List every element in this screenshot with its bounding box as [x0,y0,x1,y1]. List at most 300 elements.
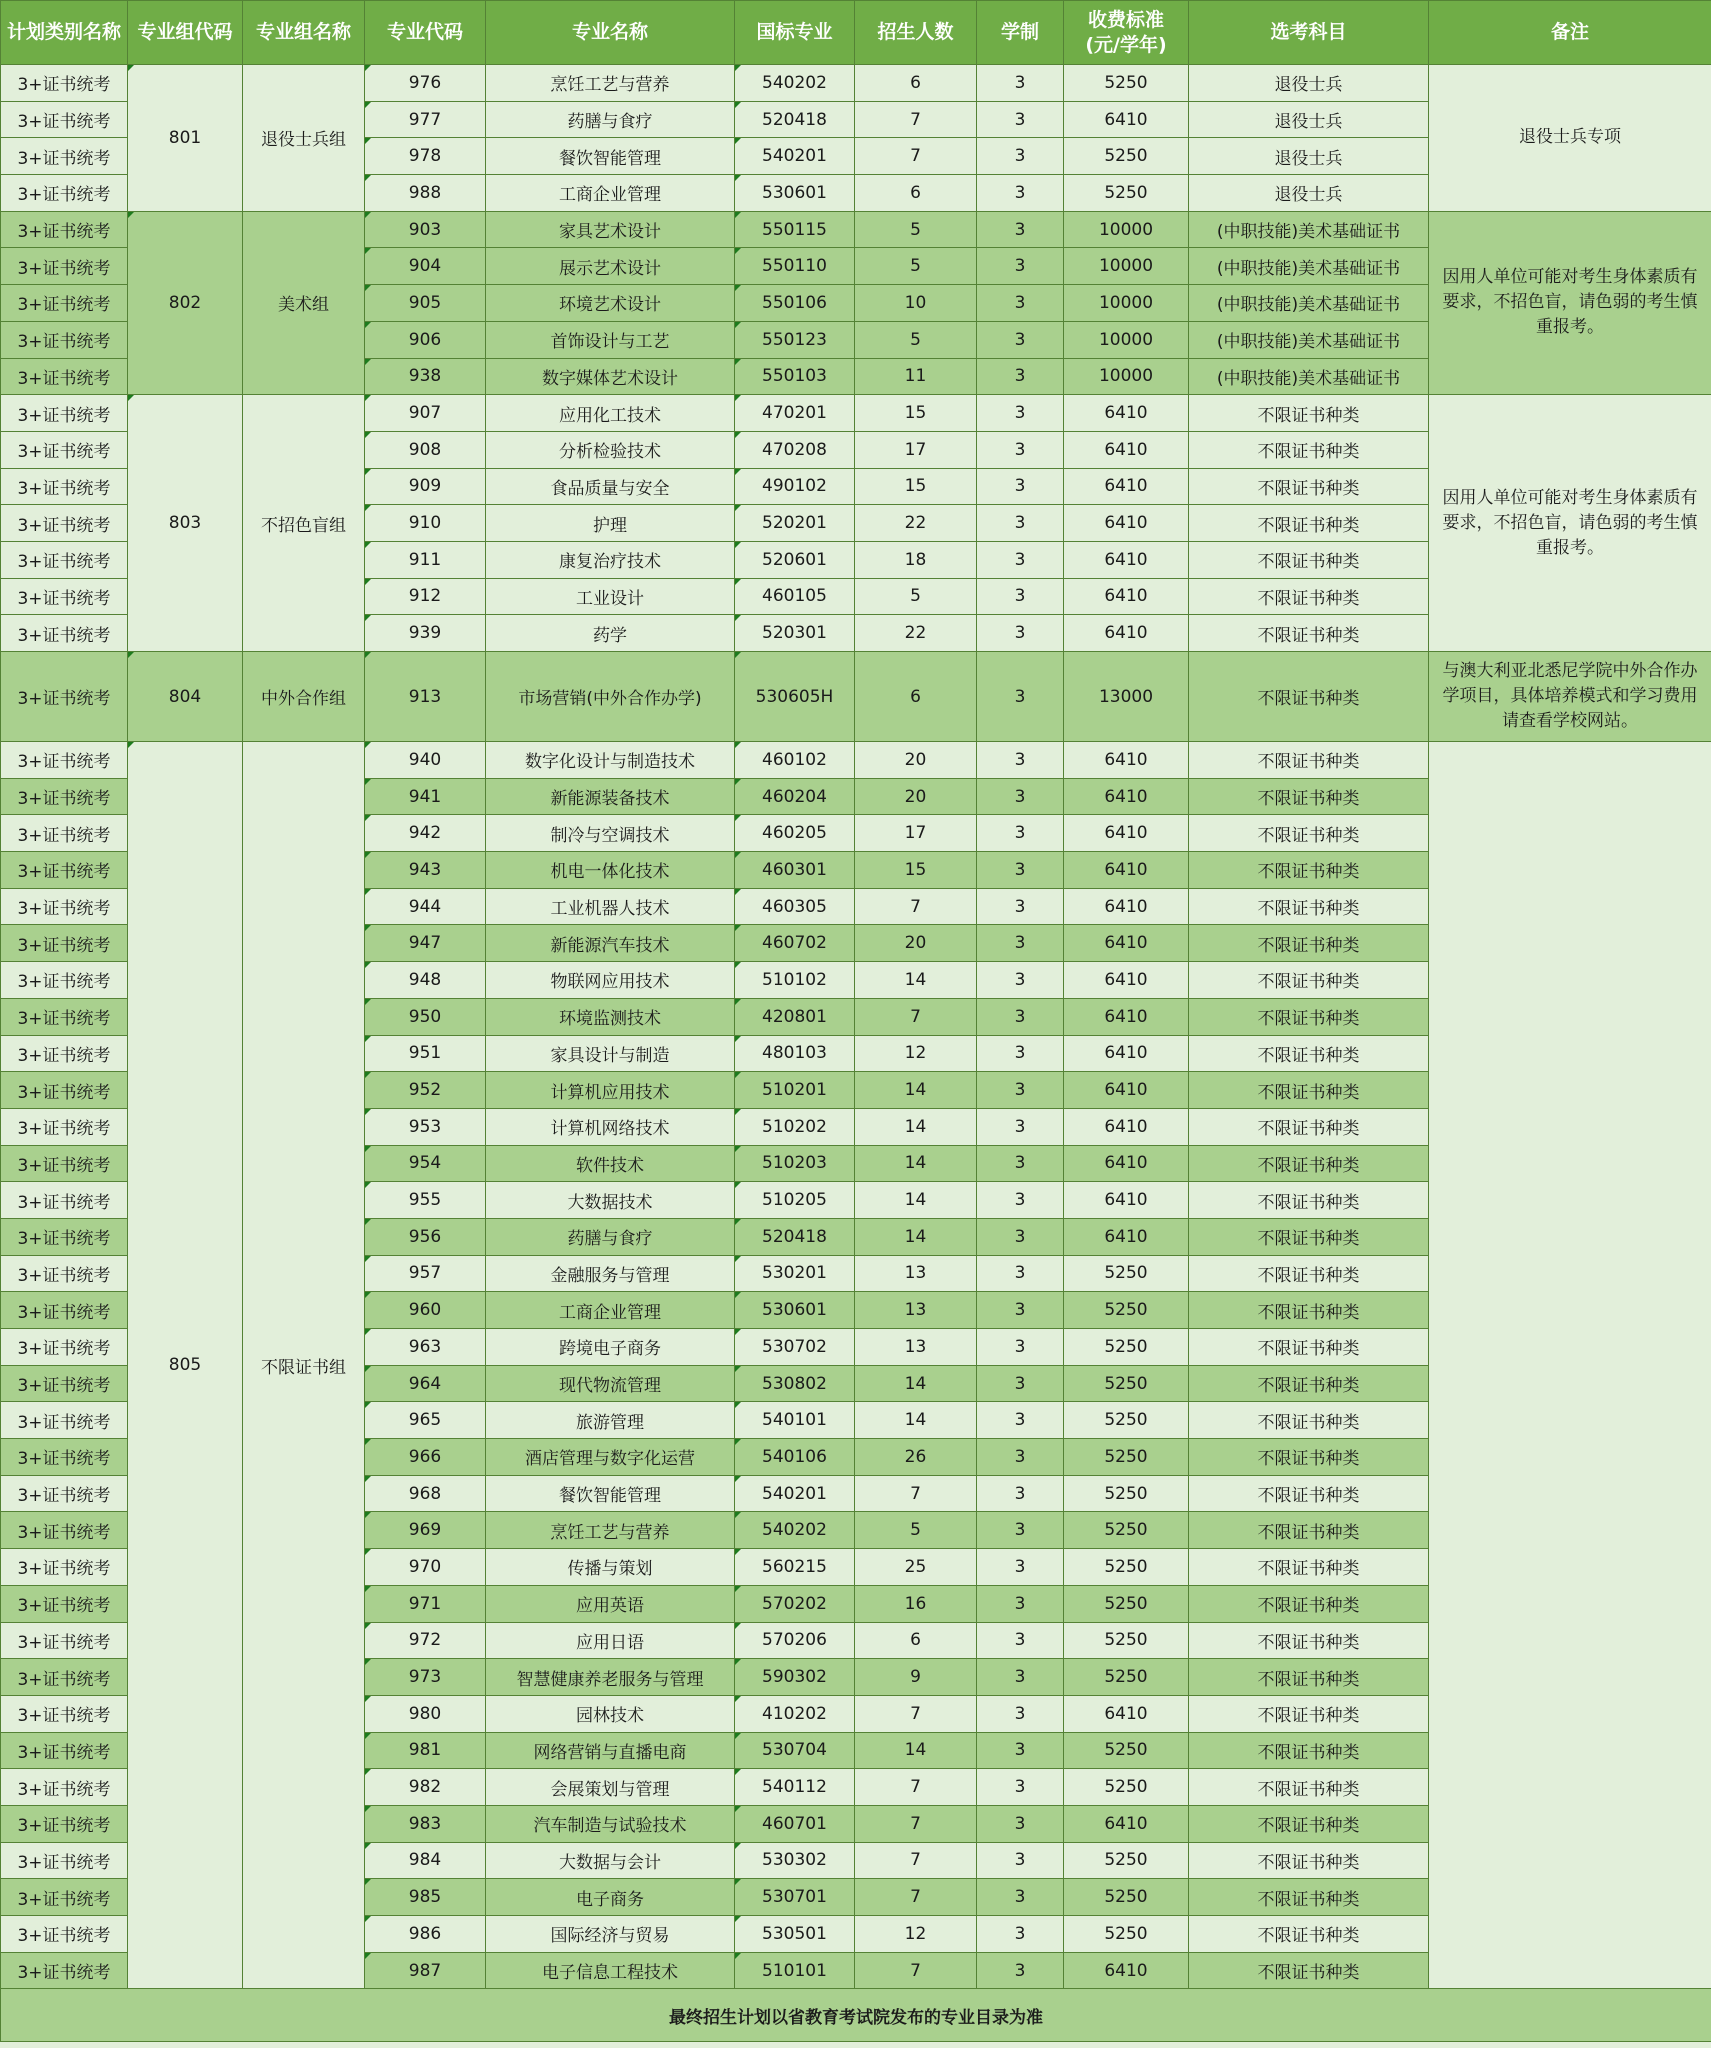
years-cell: 3 [977,65,1064,102]
header-enrollment: 招生人数 [855,1,977,65]
subject-cell: 不限证书种类 [1189,778,1429,815]
header-national-std: 国标专业 [735,1,855,65]
national-std-cell: 460305 [735,888,855,925]
major-code-cell: 947 [365,925,486,962]
major-code-cell: 954 [365,1145,486,1182]
category-cell: 3+证书统考 [1,505,128,542]
subject-cell: 不限证书种类 [1189,815,1429,852]
fee-cell: 5250 [1064,1255,1189,1292]
category-cell: 3+证书统考 [1,1145,128,1182]
major-code-cell: 969 [365,1512,486,1549]
national-std-cell: 530701 [735,1879,855,1916]
major-name-cell: 汽车制造与试验技术 [486,1805,735,1842]
fee-cell: 6410 [1064,1695,1189,1732]
years-cell: 3 [977,1182,1064,1219]
enrollment-cell: 7 [855,998,977,1035]
enrollment-cell: 14 [855,1365,977,1402]
major-code-cell: 976 [365,65,486,102]
major-code-cell: 981 [365,1732,486,1769]
national-std-cell: 520601 [735,541,855,578]
major-name-cell: 应用英语 [486,1585,735,1622]
major-name-cell: 环境艺术设计 [486,285,735,322]
national-std-cell: 540201 [735,1475,855,1512]
major-name-cell: 药学 [486,615,735,652]
national-std-cell: 460701 [735,1805,855,1842]
enrollment-cell: 15 [855,852,977,889]
national-std-cell: 460702 [735,925,855,962]
major-code-cell: 972 [365,1622,486,1659]
national-std-cell: 520201 [735,505,855,542]
subject-cell: (中职技能)美术基础证书 [1189,211,1429,248]
enrollment-cell: 14 [855,1108,977,1145]
header-remark: 备注 [1429,1,1711,65]
category-cell: 3+证书统考 [1,65,128,102]
national-std-cell: 520301 [735,615,855,652]
major-name-cell: 传播与策划 [486,1549,735,1586]
subject-cell: (中职技能)美术基础证书 [1189,358,1429,395]
subject-cell: 不限证书种类 [1189,468,1429,505]
years-cell: 3 [977,1585,1064,1622]
group-code-cell: 801 [128,65,243,212]
major-name-cell: 环境监测技术 [486,998,735,1035]
major-name-cell: 工商企业管理 [486,1292,735,1329]
major-name-cell: 烹饪工艺与营养 [486,65,735,102]
enrollment-cell: 9 [855,1659,977,1696]
subject-cell: 不限证书种类 [1189,1585,1429,1622]
years-cell: 3 [977,101,1064,138]
years-cell: 3 [977,505,1064,542]
major-code-cell: 966 [365,1439,486,1476]
fee-cell: 5250 [1064,1549,1189,1586]
major-code-cell: 950 [365,998,486,1035]
fee-cell: 6410 [1064,615,1189,652]
years-cell: 3 [977,742,1064,779]
category-cell: 3+证书统考 [1,852,128,889]
national-std-cell: 540202 [735,1512,855,1549]
subject-cell: 不限证书种类 [1189,615,1429,652]
national-std-cell: 570202 [735,1585,855,1622]
national-std-cell: 460102 [735,742,855,779]
group-name-cell: 中外合作组 [243,652,365,742]
subject-cell: 退役士兵 [1189,175,1429,212]
enrollment-cell: 5 [855,248,977,285]
remark-cell: 与澳大利亚北悉尼学院中外合作办学项目，具体培养模式和学习费用请查看学校网站。 [1429,652,1711,742]
years-cell: 3 [977,395,1064,432]
category-cell: 3+证书统考 [1,431,128,468]
fee-cell: 5250 [1064,1732,1189,1769]
major-name-cell: 餐饮智能管理 [486,1475,735,1512]
enrollment-cell: 7 [855,1842,977,1879]
enrollment-cell: 7 [855,1475,977,1512]
major-name-cell: 网络营销与直播电商 [486,1732,735,1769]
fee-cell: 10000 [1064,211,1189,248]
major-name-cell: 电子商务 [486,1879,735,1916]
group-name-cell: 不限证书组 [243,742,365,1989]
remark-cell: 因用人单位可能对考生身体素质有要求，不招色盲，请色弱的考生慎重报考。 [1429,211,1711,394]
fee-cell: 5250 [1064,1585,1189,1622]
fee-cell: 5250 [1064,1475,1189,1512]
header-fee-line2: (元/学年) [1085,33,1167,56]
major-code-cell: 986 [365,1916,486,1953]
years-cell: 3 [977,1072,1064,1109]
major-code-cell: 909 [365,468,486,505]
fee-cell: 10000 [1064,248,1189,285]
fee-cell: 6410 [1064,505,1189,542]
subject-cell: 不限证书种类 [1189,1255,1429,1292]
category-cell: 3+证书统考 [1,1769,128,1806]
enrollment-cell: 14 [855,1072,977,1109]
enrollment-cell: 5 [855,1512,977,1549]
fee-cell: 6410 [1064,1145,1189,1182]
enrollment-cell: 13 [855,1255,977,1292]
enrollment-cell: 7 [855,888,977,925]
major-code-cell: 980 [365,1695,486,1732]
major-code-cell: 968 [365,1475,486,1512]
major-code-cell: 940 [365,742,486,779]
enrollment-cell: 11 [855,358,977,395]
major-code-cell: 960 [365,1292,486,1329]
years-cell: 3 [977,1439,1064,1476]
major-code-cell: 982 [365,1769,486,1806]
category-cell: 3+证书统考 [1,1365,128,1402]
national-std-cell: 470201 [735,395,855,432]
years-cell: 3 [977,1805,1064,1842]
years-cell: 3 [977,358,1064,395]
category-cell: 3+证书统考 [1,778,128,815]
category-cell: 3+证书统考 [1,1512,128,1549]
category-cell: 3+证书统考 [1,1622,128,1659]
category-cell: 3+证书统考 [1,395,128,432]
fee-cell: 10000 [1064,321,1189,358]
category-cell: 3+证书统考 [1,1072,128,1109]
category-cell: 3+证书统考 [1,285,128,322]
enrollment-cell: 7 [855,1805,977,1842]
national-std-cell: 530802 [735,1365,855,1402]
major-code-cell: 951 [365,1035,486,1072]
category-cell: 3+证书统考 [1,1659,128,1696]
major-name-cell: 电子信息工程技术 [486,1952,735,1989]
subject-cell: 不限证书种类 [1189,1842,1429,1879]
major-code-cell: 965 [365,1402,486,1439]
subject-cell: 不限证书种类 [1189,742,1429,779]
years-cell: 3 [977,1732,1064,1769]
header-subject: 选考科目 [1189,1,1429,65]
enrollment-cell: 20 [855,925,977,962]
category-cell: 3+证书统考 [1,1182,128,1219]
fee-cell: 6410 [1064,1108,1189,1145]
national-std-cell: 570206 [735,1622,855,1659]
national-std-cell: 530605H [735,652,855,742]
category-cell: 3+证书统考 [1,1732,128,1769]
national-std-cell: 530601 [735,1292,855,1329]
subject-cell: 不限证书种类 [1189,1329,1429,1366]
fee-cell: 10000 [1064,358,1189,395]
fee-cell: 6410 [1064,1952,1189,1989]
fee-cell: 6410 [1064,1035,1189,1072]
fee-cell: 6410 [1064,852,1189,889]
major-code-cell: 906 [365,321,486,358]
category-cell: 3+证书统考 [1,101,128,138]
major-name-cell: 旅游管理 [486,1402,735,1439]
subject-cell: (中职技能)美术基础证书 [1189,285,1429,322]
years-cell: 3 [977,285,1064,322]
remark-cell: 退役士兵专项 [1429,65,1711,212]
subject-cell: 不限证书种类 [1189,1512,1429,1549]
years-cell: 3 [977,1402,1064,1439]
fee-cell: 13000 [1064,652,1189,742]
enrollment-cell: 6 [855,175,977,212]
enrollment-cell: 7 [855,1695,977,1732]
subject-cell: 不限证书种类 [1189,1035,1429,1072]
category-cell: 3+证书统考 [1,962,128,999]
table-row [1,65,1711,102]
subject-cell: 退役士兵 [1189,138,1429,175]
years-cell: 3 [977,468,1064,505]
major-name-cell: 烹饪工艺与营养 [486,1512,735,1549]
fee-cell: 5250 [1064,1439,1189,1476]
enrollment-cell: 16 [855,1585,977,1622]
national-std-cell: 530702 [735,1329,855,1366]
years-cell: 3 [977,1035,1064,1072]
national-std-cell: 560215 [735,1549,855,1586]
fee-cell: 6410 [1064,1182,1189,1219]
category-cell: 3+证书统考 [1,998,128,1035]
years-cell: 3 [977,1108,1064,1145]
major-name-cell: 餐饮智能管理 [486,138,735,175]
enrollment-cell: 14 [855,1182,977,1219]
major-code-cell: 907 [365,395,486,432]
enrollment-cell: 7 [855,138,977,175]
major-code-cell: 955 [365,1182,486,1219]
major-code-cell: 904 [365,248,486,285]
enrollment-cell: 5 [855,321,977,358]
fee-cell: 6410 [1064,742,1189,779]
major-name-cell: 家具设计与制造 [486,1035,735,1072]
subject-cell: (中职技能)美术基础证书 [1189,321,1429,358]
years-cell: 3 [977,1549,1064,1586]
major-code-cell: 973 [365,1659,486,1696]
major-name-cell: 计算机网络技术 [486,1108,735,1145]
category-cell: 3+证书统考 [1,1879,128,1916]
major-code-cell: 905 [365,285,486,322]
national-std-cell: 510201 [735,1072,855,1109]
national-std-cell: 540202 [735,65,855,102]
enrollment-cell: 20 [855,778,977,815]
major-name-cell: 工业设计 [486,578,735,615]
group-code-cell: 804 [128,652,243,742]
remark-cell [1429,742,1711,1989]
national-std-cell: 530501 [735,1916,855,1953]
major-name-cell: 应用日语 [486,1622,735,1659]
table-row [1,211,1711,248]
enrollment-cell: 6 [855,652,977,742]
header-years: 学制 [977,1,1064,65]
subject-cell: 不限证书种类 [1189,1549,1429,1586]
major-name-cell: 软件技术 [486,1145,735,1182]
fee-cell: 5250 [1064,1402,1189,1439]
national-std-cell: 490102 [735,468,855,505]
major-name-cell: 康复治疗技术 [486,541,735,578]
national-std-cell: 460301 [735,852,855,889]
fee-cell: 5250 [1064,1916,1189,1953]
fee-cell: 6410 [1064,815,1189,852]
fee-cell: 10000 [1064,285,1189,322]
subject-cell: 不限证书种类 [1189,1879,1429,1916]
major-code-cell: 984 [365,1842,486,1879]
header-fee-line1: 收费标准 [1087,8,1164,31]
enrollment-cell: 15 [855,468,977,505]
major-name-cell: 工商企业管理 [486,175,735,212]
subject-cell: 不限证书种类 [1189,1365,1429,1402]
category-cell: 3+证书统考 [1,1292,128,1329]
category-cell: 3+证书统考 [1,541,128,578]
national-std-cell: 520418 [735,101,855,138]
years-cell: 3 [977,815,1064,852]
fee-cell: 5250 [1064,1329,1189,1366]
category-cell: 3+证书统考 [1,1402,128,1439]
header-category: 计划类别名称 [1,1,128,65]
subject-cell: 不限证书种类 [1189,431,1429,468]
years-cell: 3 [977,321,1064,358]
footer-note: 最终招生计划以省教育考试院发布的专业目录为准 [1,1989,1711,2042]
subject-cell: 不限证书种类 [1189,998,1429,1035]
fee-cell: 6410 [1064,1218,1189,1255]
major-name-cell: 智慧健康养老服务与管理 [486,1659,735,1696]
fee-cell: 6410 [1064,1072,1189,1109]
fee-cell: 5250 [1064,175,1189,212]
years-cell: 3 [977,1255,1064,1292]
fee-cell: 6410 [1064,468,1189,505]
enrollment-cell: 6 [855,1622,977,1659]
years-cell: 3 [977,1365,1064,1402]
subject-cell: 不限证书种类 [1189,505,1429,542]
subject-cell: 不限证书种类 [1189,1182,1429,1219]
years-cell: 3 [977,175,1064,212]
years-cell: 3 [977,1512,1064,1549]
national-std-cell: 420801 [735,998,855,1035]
subject-cell: 退役士兵 [1189,101,1429,138]
header-group-name: 专业组名称 [243,1,365,65]
category-cell: 3+证书统考 [1,321,128,358]
years-cell: 3 [977,962,1064,999]
group-name-cell: 不招色盲组 [243,395,365,652]
major-name-cell: 制冷与空调技术 [486,815,735,852]
major-name-cell: 园林技术 [486,1695,735,1732]
major-name-cell: 药膳与食疗 [486,101,735,138]
enrollment-cell: 22 [855,505,977,542]
category-cell: 3+证书统考 [1,1108,128,1145]
enrollment-cell: 14 [855,1145,977,1182]
major-name-cell: 机电一体化技术 [486,852,735,889]
national-std-cell: 530302 [735,1842,855,1879]
category-cell: 3+证书统考 [1,1218,128,1255]
major-name-cell: 数字化设计与制造技术 [486,742,735,779]
major-code-cell: 942 [365,815,486,852]
category-cell: 3+证书统考 [1,1549,128,1586]
national-std-cell: 510203 [735,1145,855,1182]
major-code-cell: 944 [365,888,486,925]
major-name-cell: 护理 [486,505,735,542]
major-name-cell: 首饰设计与工艺 [486,321,735,358]
national-std-cell: 550115 [735,211,855,248]
category-cell: 3+证书统考 [1,1255,128,1292]
subject-cell: 不限证书种类 [1189,1622,1429,1659]
years-cell: 3 [977,1292,1064,1329]
fee-cell: 6410 [1064,541,1189,578]
years-cell: 3 [977,652,1064,742]
years-cell: 3 [977,1475,1064,1512]
subject-cell: 不限证书种类 [1189,962,1429,999]
years-cell: 3 [977,925,1064,962]
major-code-cell: 983 [365,1805,486,1842]
years-cell: 3 [977,1952,1064,1989]
fee-cell: 5250 [1064,1879,1189,1916]
fee-cell: 6410 [1064,962,1189,999]
fee-cell: 6410 [1064,431,1189,468]
major-code-cell: 911 [365,541,486,578]
national-std-cell: 540201 [735,138,855,175]
major-code-cell: 943 [365,852,486,889]
subject-cell: 不限证书种类 [1189,1475,1429,1512]
enrollment-cell: 14 [855,1732,977,1769]
major-code-cell: 977 [365,101,486,138]
years-cell: 3 [977,998,1064,1035]
enrollment-cell: 12 [855,1916,977,1953]
enrollment-cell: 7 [855,1952,977,1989]
national-std-cell: 410202 [735,1695,855,1732]
category-cell: 3+证书统考 [1,1475,128,1512]
fee-cell: 6410 [1064,888,1189,925]
enrollment-cell: 5 [855,211,977,248]
category-cell: 3+证书统考 [1,578,128,615]
national-std-cell: 530601 [735,175,855,212]
major-name-cell: 酒店管理与数字化运营 [486,1439,735,1476]
subject-cell: 不限证书种类 [1189,1952,1429,1989]
category-cell: 3+证书统考 [1,888,128,925]
header-group-code: 专业组代码 [128,1,243,65]
subject-cell: 不限证书种类 [1189,541,1429,578]
category-cell: 3+证书统考 [1,248,128,285]
major-name-cell: 大数据技术 [486,1182,735,1219]
category-cell: 3+证书统考 [1,1952,128,1989]
major-code-cell: 978 [365,138,486,175]
group-name-cell: 退役士兵组 [243,65,365,212]
enrollment-cell: 22 [855,615,977,652]
years-cell: 3 [977,1329,1064,1366]
enrollment-cell: 10 [855,285,977,322]
years-cell: 3 [977,248,1064,285]
subject-cell: 不限证书种类 [1189,652,1429,742]
major-name-cell: 展示艺术设计 [486,248,735,285]
category-cell: 3+证书统考 [1,925,128,962]
fee-cell: 5250 [1064,1365,1189,1402]
group-name-cell: 美术组 [243,211,365,394]
years-cell: 3 [977,211,1064,248]
enrollment-cell: 14 [855,1218,977,1255]
enrollment-cell: 14 [855,962,977,999]
subject-cell: 退役士兵 [1189,65,1429,102]
subject-cell: 不限证书种类 [1189,395,1429,432]
enrollment-cell: 17 [855,815,977,852]
fee-cell: 5250 [1064,1769,1189,1806]
subject-cell: 不限证书种类 [1189,1916,1429,1953]
subject-cell: 不限证书种类 [1189,1732,1429,1769]
group-code-cell: 805 [128,742,243,1989]
subject-cell: 不限证书种类 [1189,1145,1429,1182]
national-std-cell: 590302 [735,1659,855,1696]
category-cell: 3+证书统考 [1,1035,128,1072]
years-cell: 3 [977,1622,1064,1659]
